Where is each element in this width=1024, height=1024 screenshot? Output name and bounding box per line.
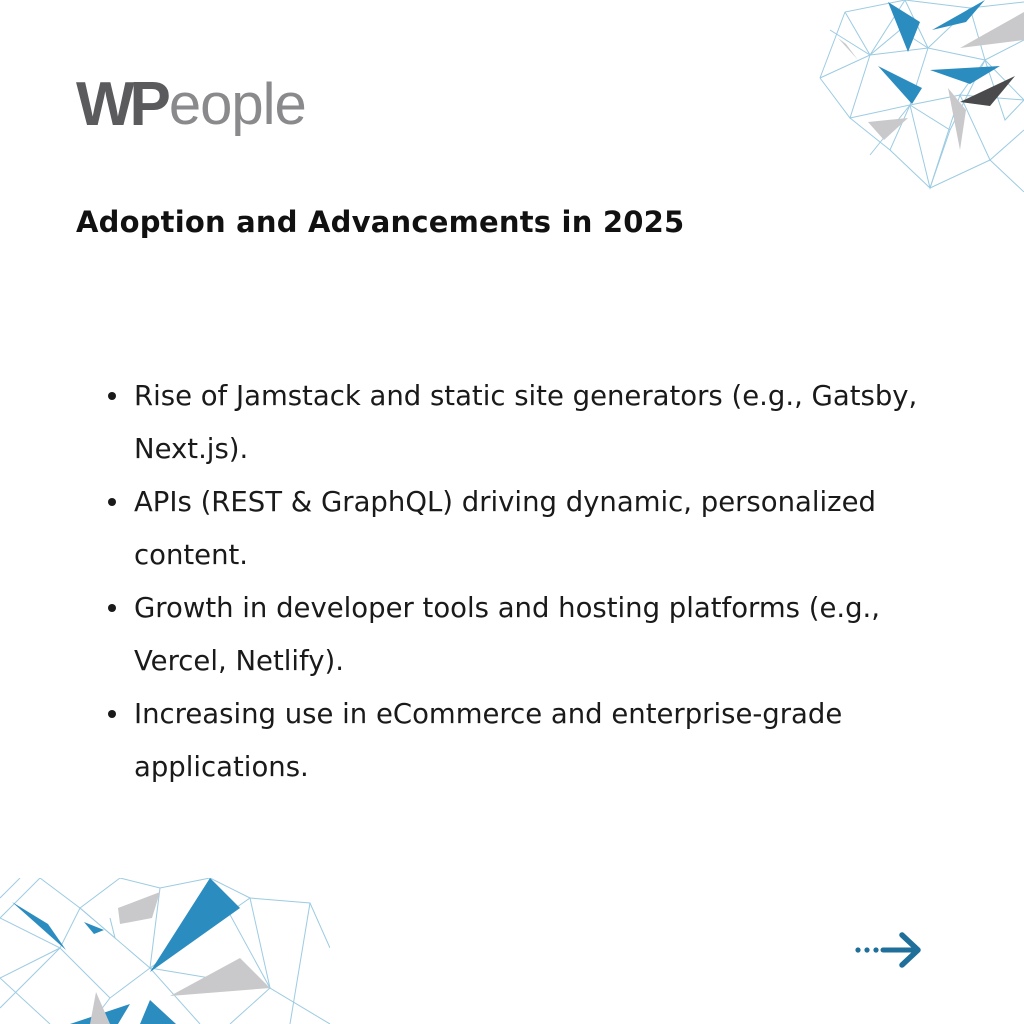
list-item-text: Growth in developer tools and hosting platforms (e.g., Vercel, Netlify). — [134, 592, 881, 677]
bottom-left-geometric-decoration-icon — [0, 878, 330, 1024]
bullet-dot-icon — [108, 710, 116, 718]
bullet-dot-icon — [108, 392, 116, 400]
list-item-text: APIs (REST & GraphQL) driving dynamic, personalized content. — [134, 486, 876, 571]
bullet-dot-icon — [108, 604, 116, 612]
logo-wp-text: WP — [76, 70, 166, 139]
logo-eople-text: eople — [168, 72, 306, 137]
slide-title: Adoption and Advancements in 2025 — [76, 205, 685, 239]
list-item — [100, 370, 920, 476]
bullet-list — [100, 370, 920, 794]
next-arrow-button[interactable] — [852, 930, 926, 970]
list-item — [100, 476, 920, 582]
list-item-text: Rise of Jamstack and static site generators (e.g., Gatsby, Next.js). — [134, 380, 918, 465]
wpeople-logo — [76, 66, 306, 139]
list-item-text: Increasing use in eCommerce and enterprise-grade applications. — [134, 698, 843, 783]
list-item — [100, 688, 920, 794]
top-right-geometric-decoration-icon — [810, 0, 1024, 192]
bullet-dot-icon — [108, 498, 116, 506]
list-item — [100, 582, 920, 688]
arrow-right-icon — [855, 935, 918, 965]
